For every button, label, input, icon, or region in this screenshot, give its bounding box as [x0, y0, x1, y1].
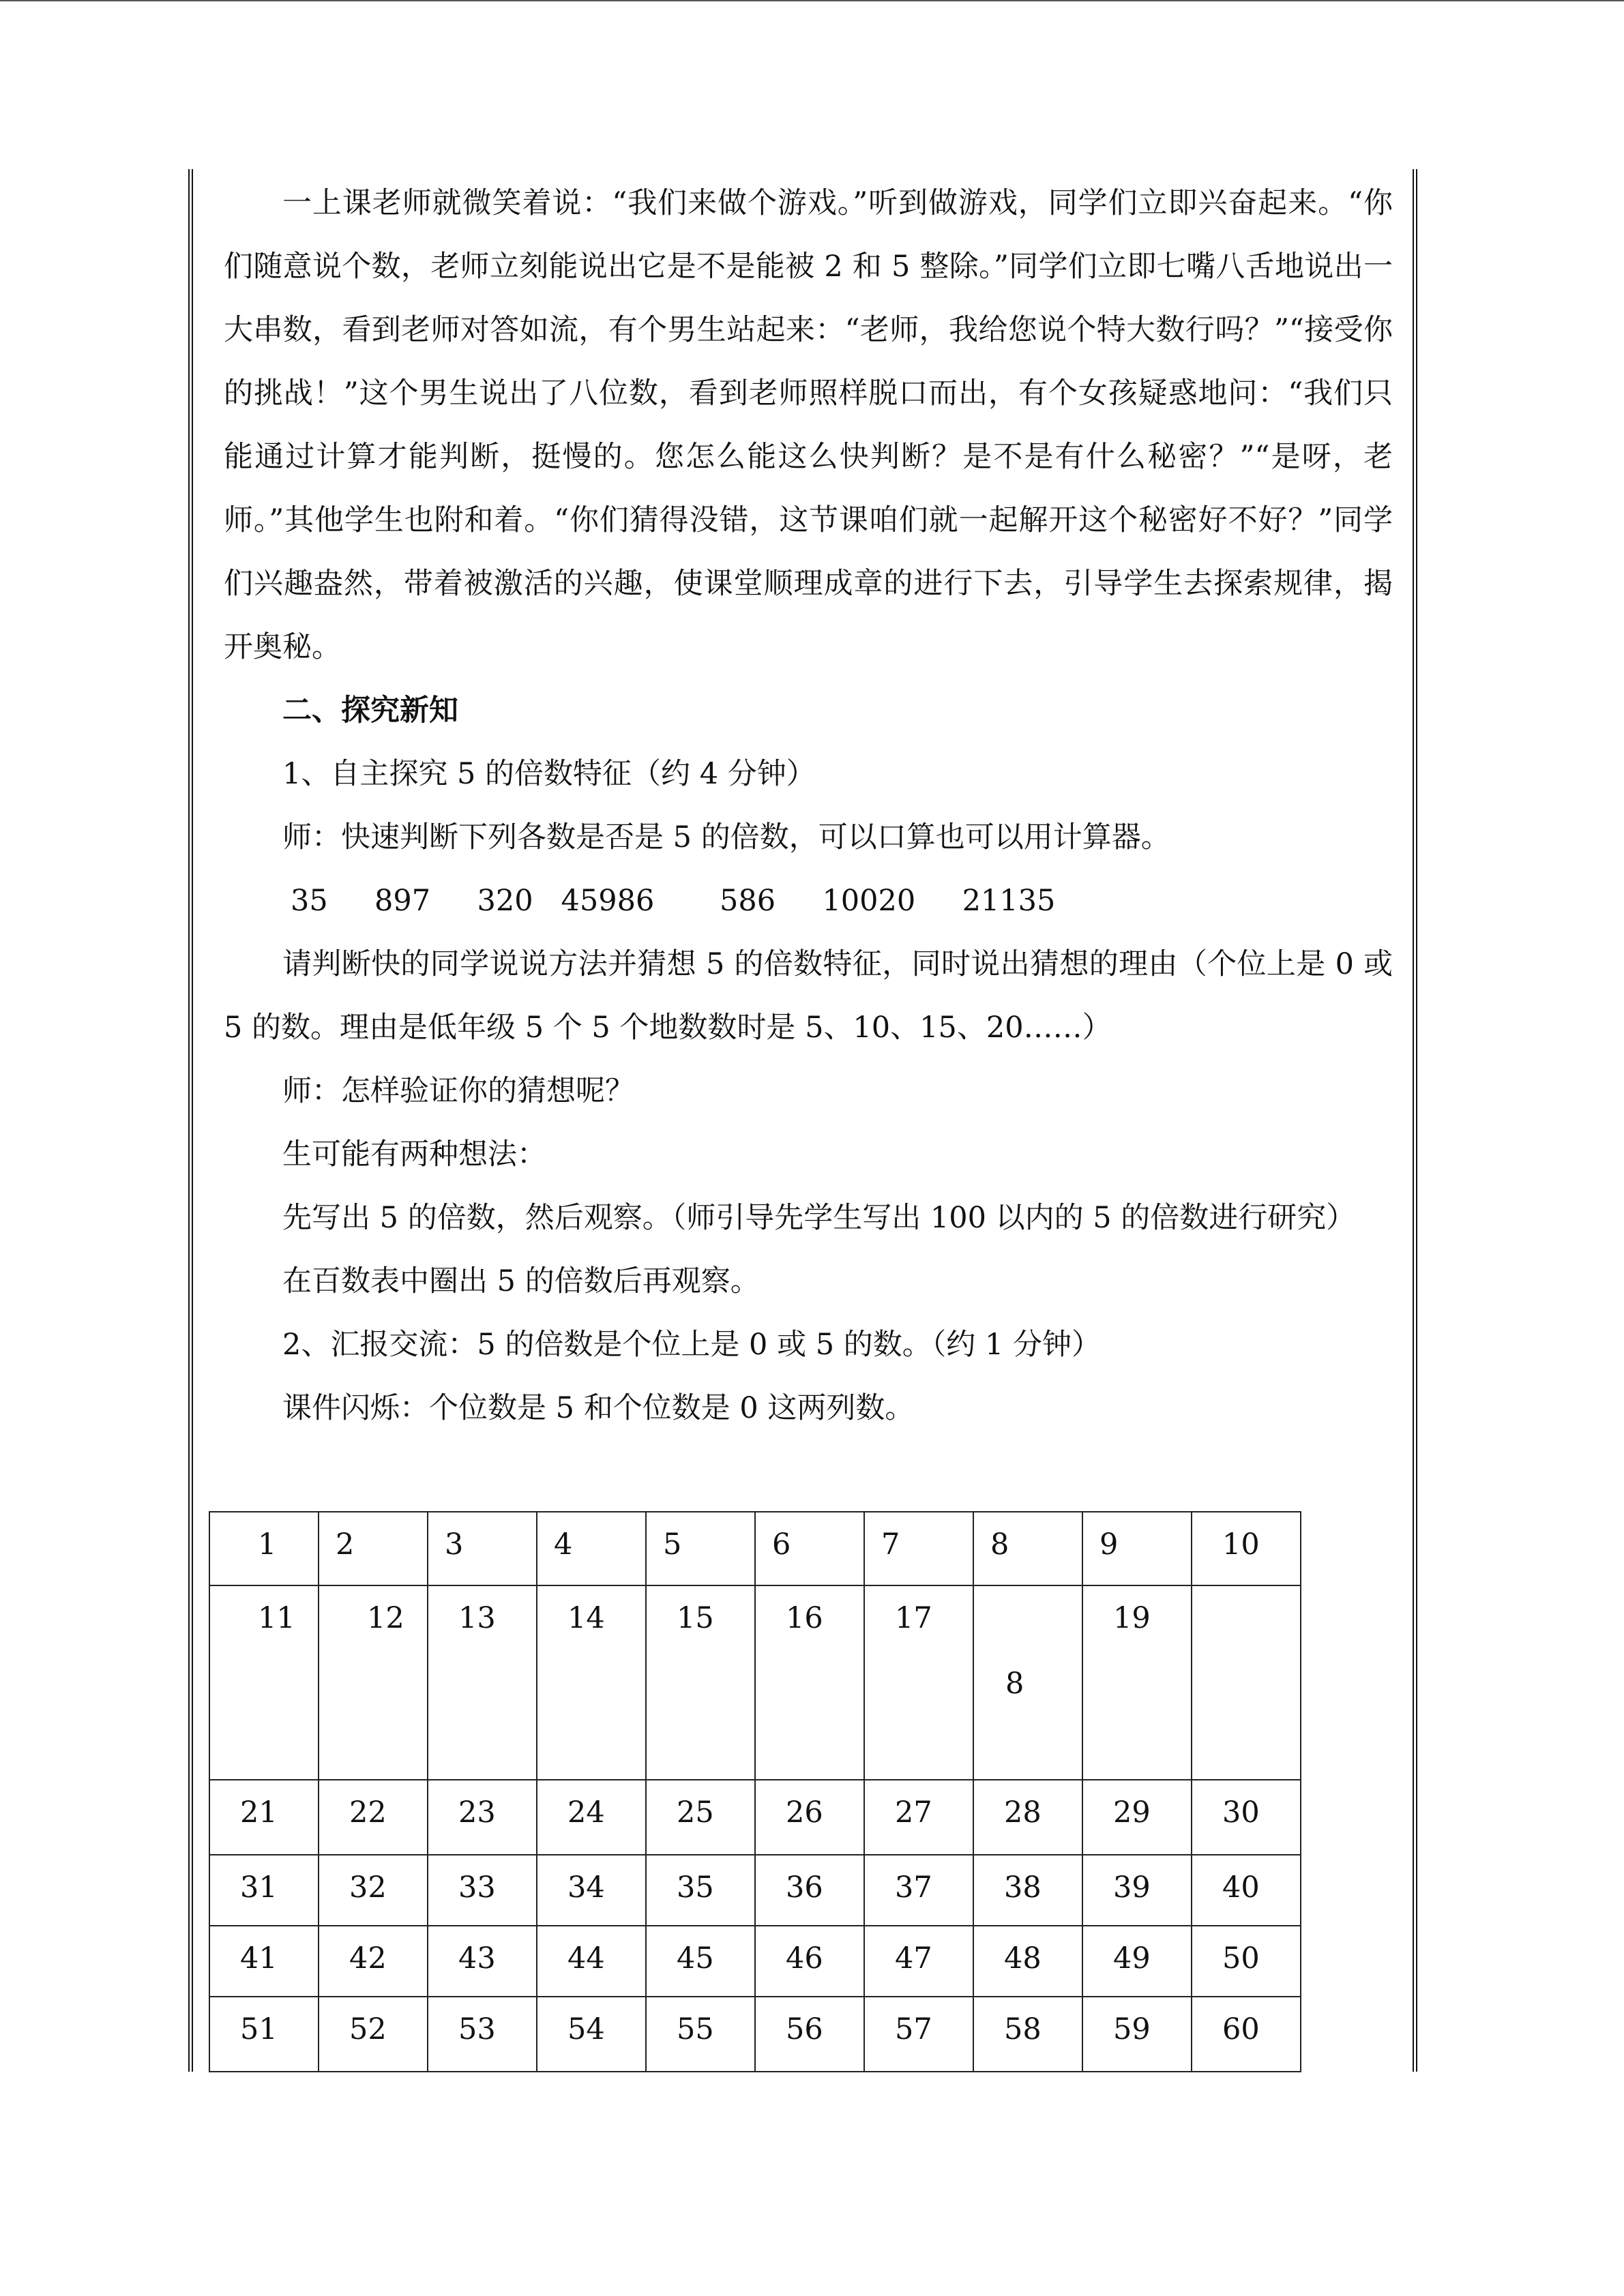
- grid-cell: 52: [319, 1997, 428, 2072]
- grid-cell: 56: [755, 1997, 864, 2072]
- flash-note: 课件闪烁：个位数是 5 和个位数是 0 这两列数。: [282, 1391, 915, 1425]
- grid-cell: 37: [864, 1855, 973, 1926]
- grid-cell: 47: [864, 1926, 973, 1997]
- grid-cell: 24: [537, 1780, 646, 1855]
- grid-cell: 59: [1082, 1997, 1192, 2072]
- grid-cell: 55: [646, 1997, 755, 2072]
- grid-cell: 4: [537, 1512, 646, 1585]
- table-row: [209, 1997, 1301, 2072]
- student-ideas-intro: 生可能有两种想法：: [282, 1137, 546, 1172]
- grid-cell: 44: [537, 1926, 646, 1997]
- table-row: [209, 1780, 1301, 1855]
- grid-cell: 11: [209, 1585, 319, 1780]
- grid-cell: 2: [319, 1512, 428, 1585]
- table-row: [209, 1585, 1301, 1780]
- grid-cell: 46: [755, 1926, 864, 1997]
- grid-cell: 41: [209, 1926, 319, 1997]
- grid-cell: 60: [1192, 1997, 1301, 2072]
- idea-two: 在百数表中圈出 5 的倍数后再观察。: [282, 1264, 760, 1298]
- grid-cell: 29: [1082, 1780, 1192, 1855]
- page-top-rule: [0, 0, 1624, 1]
- grid-cell: 15: [646, 1585, 755, 1780]
- grid-cell: 42: [319, 1926, 428, 1997]
- grid-cell: 39: [1082, 1855, 1192, 1926]
- teacher-prompt: 师：快速判断下列各数是否是 5 的倍数，可以口算也可以用计算器。: [282, 820, 1170, 854]
- grid-cell: 54: [537, 1997, 646, 2072]
- grid-cell: 43: [428, 1926, 537, 1997]
- table-row: [209, 1855, 1301, 1926]
- number-list: 35 897 320 45986 586 10020 21135: [291, 884, 1056, 918]
- grid-cell: 25: [646, 1780, 755, 1855]
- grid-cell: 10: [1192, 1512, 1301, 1585]
- grid-cell: 12: [319, 1585, 428, 1780]
- grid-cell: 27: [864, 1780, 973, 1855]
- grid-cell: 36: [755, 1855, 864, 1926]
- grid-cell: 51: [209, 1997, 319, 2072]
- step-one: 1、自主探究 5 的倍数特征（约 4 分钟）: [282, 757, 816, 791]
- grid-cell: 21: [209, 1780, 319, 1855]
- grid-cell: 7: [864, 1512, 973, 1585]
- step-two: 2、汇报交流：5 的倍数是个位上是 0 或 5 的数。（约 1 分钟）: [282, 1328, 1101, 1362]
- grid-cell: 13: [428, 1585, 537, 1780]
- section-heading: 二、探究新知: [282, 694, 458, 728]
- grid-cell: 6: [755, 1512, 864, 1585]
- grid-cell: 50: [1192, 1926, 1301, 1997]
- grid-cell: 19: [1082, 1585, 1192, 1780]
- grid-cell: 49: [1082, 1926, 1192, 1997]
- grid-cell: 33: [428, 1855, 537, 1926]
- grid-cell: [1192, 1585, 1301, 1780]
- hundred-chart: [209, 1511, 1301, 2072]
- guess-paragraph: 请判断快的同学说说方法并猜想 5 的倍数特征，同时说出猜想的理由（个位上是 0 或 5 的数。理由是低年级 5 个 5 个地数数时是 5、10、15、20……）: [224, 947, 1393, 1045]
- grid-cell: 17: [864, 1585, 973, 1780]
- table-row: [209, 1512, 1301, 1585]
- grid-cell: 40: [1192, 1855, 1301, 1926]
- grid-cell: 5: [646, 1512, 755, 1585]
- intro-paragraph: 一上课老师就微笑着说：“我们来做个游戏。”听到做游戏，同学们立即兴奋起来。“你们随意说个数，老师立刻能说出它是不是能被 2 和 5 整除。”同学们立即七嘴八舌地说出一大串数，看到老师对答如流，有个男生站起来：“老师，我给您说个特大数行吗？”“接受你的挑战！”这个男生说出了八位数，看到老师照样脱口而出，有个女孩疑惑地问：“我们只能通过计算才能判断，挺慢的。您怎么能这么快判断？是不是有什么秘密？”“是呀，老师。”其他学生也附和着。“你们猜得没错，这节课咱们就一起解开这个秘密好不好？”同学们兴趣盎然，带着被激活的兴趣，使课堂顺理成章的进行下去，引导学生去探索规律，揭开奥秘。: [224, 186, 1393, 664]
- grid-cell: 3: [428, 1512, 537, 1585]
- grid-cell: 1: [209, 1512, 319, 1585]
- grid-cell: 58: [973, 1997, 1082, 2072]
- grid-cell: 31: [209, 1855, 319, 1926]
- grid-cell: 26: [755, 1780, 864, 1855]
- grid-cell: 38: [973, 1855, 1082, 1926]
- teacher-question: 师：怎样验证你的猜想呢？: [282, 1074, 634, 1108]
- grid-cell: 30: [1192, 1780, 1301, 1855]
- grid-cell: 48: [973, 1926, 1082, 1997]
- grid-cell: 8: [973, 1585, 1082, 1780]
- table-row: [209, 1926, 1301, 1997]
- document-body: [224, 172, 1393, 1440]
- grid-cell: 53: [428, 1997, 537, 2072]
- grid-cell: 16: [755, 1585, 864, 1780]
- grid-cell: 22: [319, 1780, 428, 1855]
- grid-cell: 28: [973, 1780, 1082, 1855]
- grid-cell: 8: [973, 1512, 1082, 1585]
- grid-cell: 23: [428, 1780, 537, 1855]
- grid-cell: 14: [537, 1585, 646, 1780]
- grid-cell: 57: [864, 1997, 973, 2072]
- idea-one: 先写出 5 的倍数，然后观察。（师引导先学生写出 100 以内的 5 的倍数进行研究）: [282, 1201, 1356, 1235]
- grid-cell: 35: [646, 1855, 755, 1926]
- grid-cell: 32: [319, 1855, 428, 1926]
- grid-cell: 9: [1082, 1512, 1192, 1585]
- grid-cell: 34: [537, 1855, 646, 1926]
- grid-cell: 45: [646, 1926, 755, 1997]
